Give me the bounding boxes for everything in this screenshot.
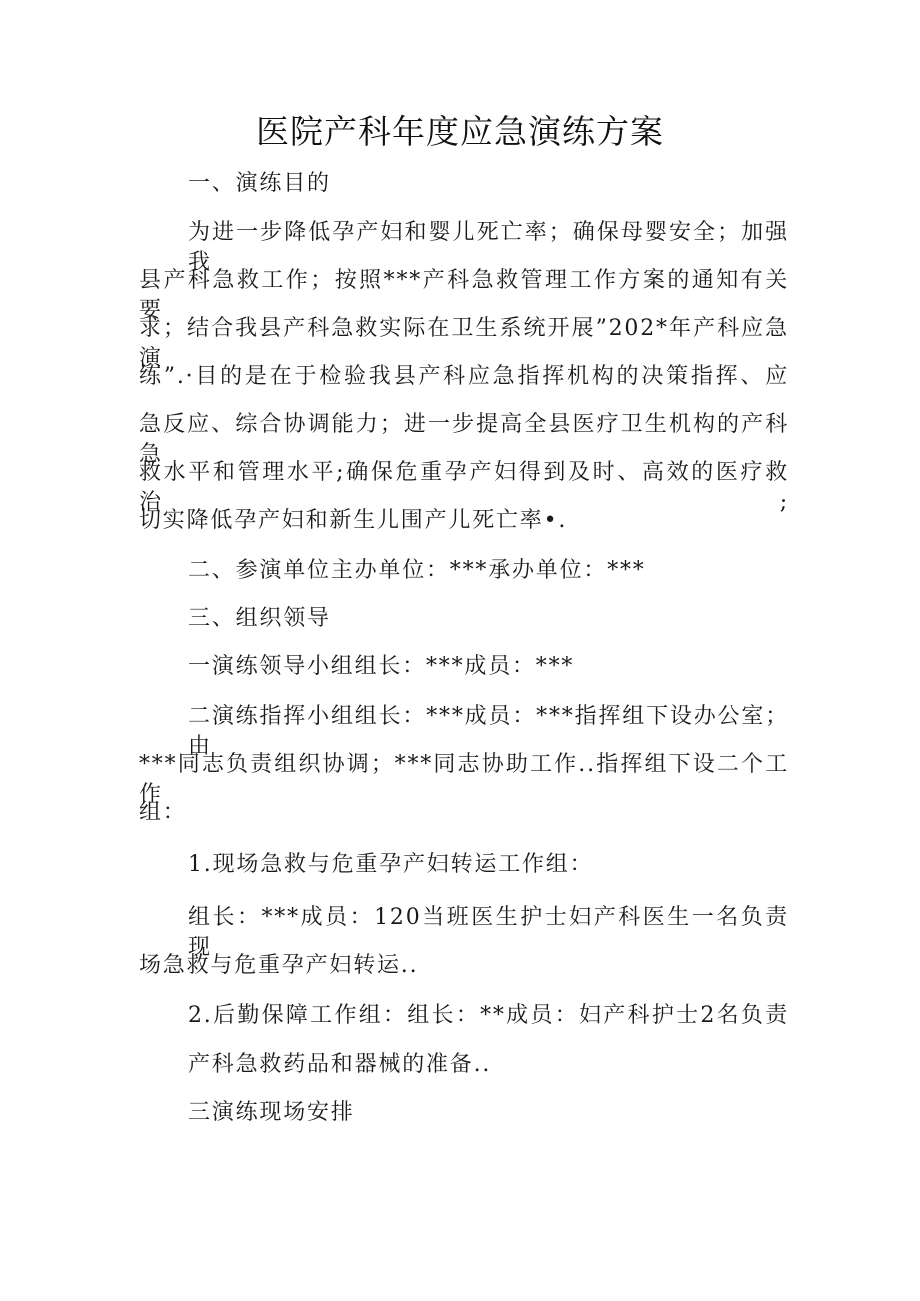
paragraph-line: 救水平和管理水平;确保危重孕产妇得到及时、高效的医疗救治; (139, 460, 789, 515)
section-heading-arrangement: 三演练现场安排 (188, 1100, 355, 1125)
paragraph-line: 组长：***成员：120当班医生护士妇产科医生一名负责现 (188, 905, 789, 960)
paragraph-line: 组： (139, 800, 187, 825)
list-item-heading: 1.现场急救与危重孕产妇转运工作组： (188, 852, 594, 877)
paragraph-line: 产科急救药品和器械的准备.. (188, 1052, 492, 1077)
paragraph-line: 切实降低孕产妇和新生儿围产儿死亡率•. (139, 508, 568, 533)
paragraph-line: 场急救与危重孕产妇转运.. (139, 953, 419, 978)
paragraph-line: 为进一步降低孕产妇和婴儿死亡率；确保母婴安全；加强我 (188, 220, 789, 275)
paragraph-line: 县产科急救工作；按照***产科急救管理工作方案的通知有关要 (139, 268, 789, 323)
section-heading-participants: 二、参演单位主办单位：***承办单位：*** (188, 558, 646, 583)
paragraph-line: 求；结合我县产科急救实际在卫生系统开展”202*年产科应急演 (139, 316, 789, 371)
paragraph-line: 一演练领导小组组长：***成员：*** (188, 654, 575, 679)
paragraph-line: 二演练指挥小组组长：***成员：***指挥组下设办公室；由 (188, 704, 789, 759)
document-title: 医院产科年度应急演练方案 (256, 112, 664, 151)
paragraph-line: 2.后勤保障工作组：组长：**成员：妇产科护士2名负责 (188, 1003, 789, 1028)
paragraph-line: 急反应、综合协调能力；进一步提高全县医疗卫生机构的产科急 (139, 412, 789, 467)
section-heading-organization: 三、组织领导 (188, 606, 331, 631)
paragraph-line: 练”.·目的是在于检验我县产科应急指挥机构的决策指挥、应 (139, 364, 789, 389)
section-heading-purpose: 一、演练目的 (188, 171, 331, 196)
paragraph-line: ***同志负责组织协调；***同志协助工作..指挥组下设二个工作 (139, 752, 789, 807)
